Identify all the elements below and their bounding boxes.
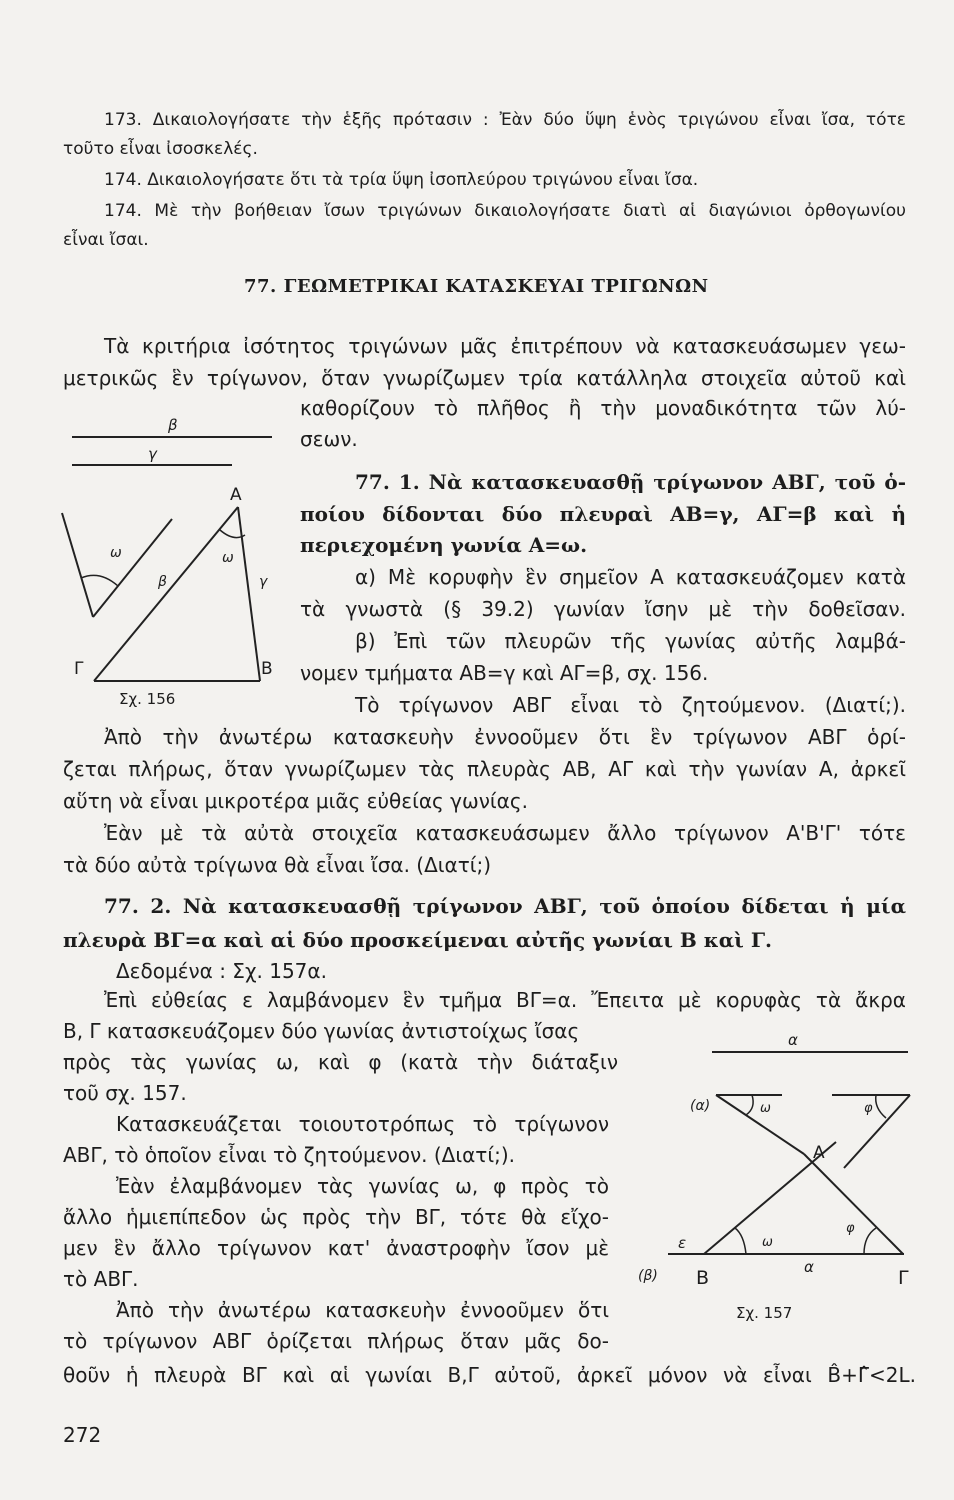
problem1-step-3: β) Ἐπὶ τῶν πλευρῶν τῆς γωνίας αὐτῆς λαμβά- bbox=[355, 629, 906, 653]
section-title: 77. ΓΕΩΜΕΤΡΙΚΑΙ ΚΑΤΑΣΚΕΥΑΙ ΤΡΙΓΩΝΩΝ bbox=[244, 276, 709, 297]
vertex-G-label: Γ bbox=[898, 1267, 909, 1289]
problem2-body-1: Δεδομένα : Σχ. 157α. bbox=[116, 959, 327, 983]
exercise-173-line-2: τοῦτο εἶναι ἰσοσκελές. bbox=[63, 139, 258, 159]
given-angle-omega-arc bbox=[746, 1095, 753, 1115]
problem2-body-12: Ἀπὸ τὴν ἀνωτέρω κατασκευὴν ἐννοοῦμεν ὅτι bbox=[116, 1298, 609, 1322]
label-b: (β) bbox=[638, 1268, 658, 1284]
problem2-body-10: μεν ἓν ἄλλο τρίγωνον κατ' ἀναστροφὴν ἴσον μὲ bbox=[63, 1236, 609, 1260]
label-a: (α) bbox=[690, 1098, 711, 1114]
exercise-174b-line-2: εἶναι ἴσαι. bbox=[63, 230, 149, 250]
angle-omega-arc bbox=[81, 575, 118, 586]
problem2-body-13: τὸ τρίγωνον ΑΒΓ ὁρίζεται πλήρως ὅταν μᾶς δο- bbox=[63, 1329, 609, 1353]
angle-G-arc bbox=[864, 1228, 876, 1254]
side-AB bbox=[238, 507, 260, 681]
problem1-step-4: νομεν τμήματα ΑΒ=γ καὶ ΑΓ=β, σχ. 156. bbox=[300, 661, 709, 685]
problem2-body-2: Ἐπὶ εὐθείας ε λαμβάνομεν ἓν τμῆμα ΒΓ=α. Ἔπειτα μὲ κορυφὰς τὰ ἄκρα bbox=[104, 988, 906, 1012]
given-segment-a-label: α bbox=[788, 1032, 798, 1049]
intro-line-3: καθορίζουν τὸ πλῆθος ἢ τὴν μοναδικότητα τῶν λύ- bbox=[300, 396, 906, 420]
side-beta-label: β bbox=[158, 574, 167, 590]
problem2-body-5: τοῦ σχ. 157. bbox=[63, 1081, 187, 1105]
problem2-title-2: πλευρὰ ΒΓ=α καὶ αἱ δύο προσκείμεναι αὐτῆς γωνίαι Β καὶ Γ. bbox=[63, 928, 772, 952]
problem2-body-11: τὸ ΑΒΓ. bbox=[63, 1267, 139, 1291]
angle-B-arc bbox=[735, 1228, 746, 1254]
given-angle-omega-label: ω bbox=[760, 1101, 771, 1116]
segment-beta-label: β bbox=[168, 416, 178, 434]
intro-line-1: Τὰ κριτήρια ἰσότητος τριγώνων μᾶς ἐπιτρέπουν νὰ κατασκευάσωμεν γεω- bbox=[104, 334, 906, 358]
problem1-after-1: Ἀπὸ τὴν ἀνωτέρω κατασκευὴν ἐννοοῦμεν ὅτι ἓν τρίγωνον ΑΒΓ ὁρί- bbox=[104, 725, 906, 749]
vertex-A-label: Α bbox=[230, 485, 242, 505]
side-AG bbox=[94, 507, 238, 681]
angle-A-label: ω bbox=[222, 550, 234, 566]
vertex-G-label: Γ bbox=[74, 659, 84, 679]
problem2-body-7: ΑΒΓ, τὸ ὁποῖον εἶναι τὸ ζητούμενον. (Διατί;). bbox=[63, 1143, 516, 1167]
intro-line-2: μετρικῶς ἓν τρίγωνον, ὅταν γνωρίζωμεν τρία κατάλληλα στοιχεῖα αὐτοῦ καὶ bbox=[63, 366, 906, 390]
problem1-step-5: Τὸ τρίγωνον ΑΒΓ εἶναι τὸ ζητούμενον. (Διατί;). bbox=[355, 693, 906, 717]
vertex-B-label: Β bbox=[261, 659, 273, 679]
vertex-A-label: Α bbox=[813, 1143, 825, 1163]
side-gamma-label: γ bbox=[259, 574, 268, 590]
problem1-after-5: τὰ δύο αὐτὰ τρίγωνα θὰ εἶναι ἴσα. (Διατί;) bbox=[63, 853, 492, 877]
figure-156-caption: Σχ. 156 bbox=[119, 690, 176, 708]
given-angle-phi-arc bbox=[876, 1095, 886, 1118]
problem1-title-1: 77. 1. Νὰ κατασκευασθῇ τρίγωνον ΑΒΓ, τοῦ ὁ- bbox=[355, 470, 906, 494]
page-number: 272 bbox=[63, 1423, 102, 1447]
exercise-173-line-1: 173. Δικαιολογήσατε τὴν ἑξῆς πρότασιν : Ἐὰν δύο ὕψη ἑνὸς τριγώνου εἶναι ἴσα, τότε bbox=[104, 110, 906, 130]
angle-omega-ray-1 bbox=[62, 513, 93, 617]
problem2-body-4: πρὸς τὰς γωνίας ω, καὶ φ (κατὰ τὴν διάταξιν bbox=[63, 1050, 618, 1074]
figure-157 bbox=[620, 1032, 920, 1344]
problem2-body-14: θοῦν ἡ πλευρὰ ΒΓ καὶ αἱ γωνίαι Β,Γ αὐτοῦ, ἀρκεῖ μόνον νὰ εἶναι B̂+Γ̂<2L. bbox=[63, 1363, 916, 1387]
problem1-after-4: Ἐὰν μὲ τὰ αὐτὰ στοιχεῖα κατασκευάσωμεν ἄλλο τρίγωνον Α'Β'Γ' τότε bbox=[104, 821, 906, 845]
line-epsilon-label: ε bbox=[678, 1234, 687, 1252]
problem1-step-2: τὰ γνωστὰ (§ 39.2) γωνίαν ἴσην μὲ τὴν δοθεῖσαν. bbox=[300, 597, 906, 621]
angle-omega-label: ω bbox=[110, 545, 122, 561]
figure-157-caption: Σχ. 157 bbox=[736, 1304, 793, 1322]
problem1-after-2: ζεται πλήρως, ὅταν γνωρίζωμεν τὰς πλευρὰς ΑΒ, ΑΓ καὶ τὴν γωνίαν Α, ἀρκεῖ bbox=[63, 757, 906, 781]
problem1-title-2: ποίου δίδονται δύο πλευραὶ ΑΒ=γ, ΑΓ=β καὶ ἡ bbox=[300, 502, 906, 526]
problem1-step-1: α) Μὲ κορυφὴν ἓν σημεῖον Α κατασκευάζομεν κατὰ bbox=[355, 565, 906, 589]
problem2-title-1: 77. 2. Νὰ κατασκευασθῇ τρίγωνον ΑΒΓ, τοῦ ὁποίου δίδεται ἡ μία bbox=[104, 894, 906, 918]
segment-gamma-label: γ bbox=[148, 445, 157, 463]
problem1-title-3: περιεχομένη γωνία Α=ω. bbox=[300, 533, 588, 557]
exercise-174a: 174. Δικαιολογήσατε ὅτι τὰ τρία ὕψη ἰσοπλεύρου τριγώνου εἶναι ἴσα. bbox=[104, 170, 699, 190]
problem2-body-9: ἄλλο ἡμιεπίπεδον ὡς πρὸς τὴν ΒΓ, τότε θὰ εἴχο- bbox=[63, 1205, 609, 1229]
vertex-B-label: Β bbox=[696, 1267, 710, 1289]
exercise-174b-line-1: 174. Μὲ τὴν βοήθειαν ἴσων τριγώνων δικαιολογήσατε διατὶ αἱ διαγώνιοι ὀρθογωνίου bbox=[104, 201, 906, 221]
problem2-body-3: Β, Γ κατασκευάζομεν δύο γωνίας ἀντιστοίχως ἴσας bbox=[63, 1019, 580, 1043]
problem1-after-3: αὕτη νὰ εἶναι μικροτέρα μιᾶς εὐθείας γωνίας. bbox=[63, 789, 528, 813]
figure-156 bbox=[60, 400, 300, 720]
side-GA bbox=[804, 1154, 903, 1254]
side-a-label: α bbox=[804, 1258, 814, 1276]
problem2-body-8: Ἐὰν ἐλαμβάνομεν τὰς γωνίας ω, φ πρὸς τὸ bbox=[116, 1174, 609, 1198]
angle-G-label: φ bbox=[846, 1221, 855, 1236]
angle-B-label: ω bbox=[762, 1235, 773, 1250]
given-angle-phi-label: φ bbox=[864, 1101, 873, 1116]
intro-line-4: σεων. bbox=[300, 427, 358, 451]
problem2-body-6: Κατασκευάζεται τοιουτοτρόπως τὸ τρίγωνον bbox=[116, 1112, 609, 1136]
